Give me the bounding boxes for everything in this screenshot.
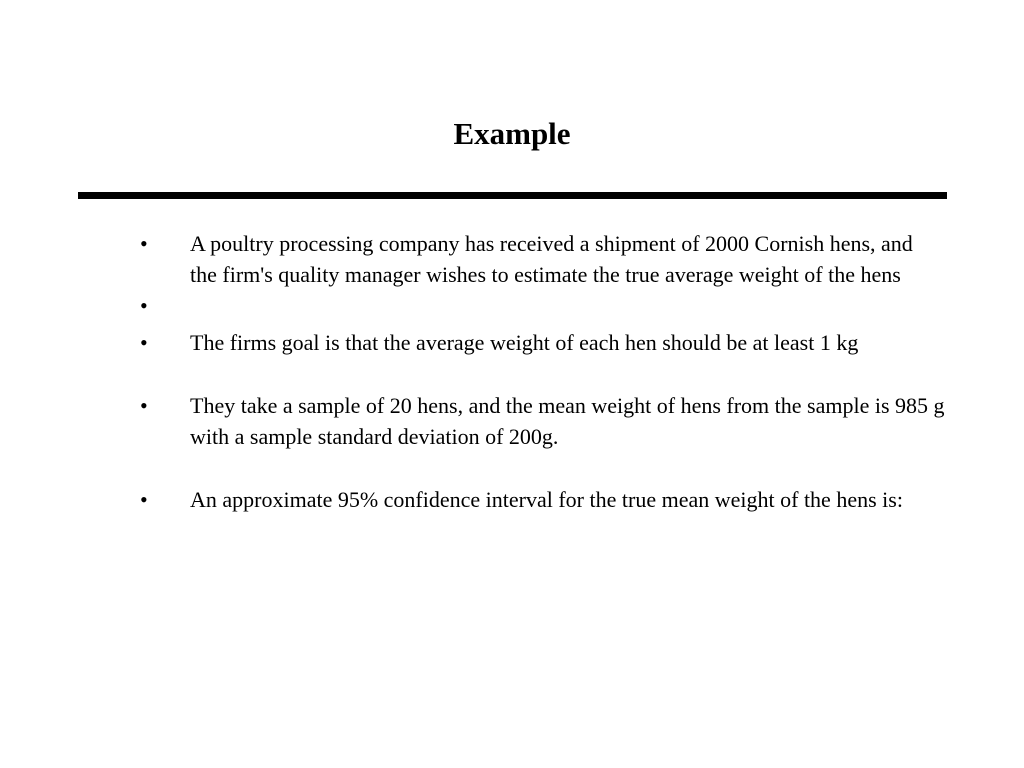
bullet-item (0, 327, 945, 358)
bullet-text: An approximate 95% confidence interval for the true mean weight of the hens is: (190, 487, 903, 512)
bullet-marker: • (140, 487, 148, 512)
bullet-item-empty (0, 290, 945, 321)
bullet-text: A poultry processing company has received a shipment of 2000 Cornish hens, and the firm's quality manager wishes to estimate the true average weight of the hens (190, 231, 913, 287)
bullet-text: The firms goal is that the average weight of each hen should be at least 1 kg (190, 330, 859, 355)
bullet-item (0, 390, 945, 452)
bullet-list (0, 228, 1024, 515)
title-divider (78, 192, 947, 199)
bullet-marker: • (140, 293, 148, 318)
bullet-text: They take a sample of 20 hens, and the mean weight of hens from the sample is 985 g with a sample standard deviation of 200g. (190, 393, 945, 449)
bullet-marker: • (140, 231, 148, 256)
bullet-marker: • (140, 393, 148, 418)
slide-title: Example (453, 116, 571, 151)
bullet-item (0, 484, 945, 515)
bullet-marker: • (140, 330, 148, 355)
bullet-item (0, 228, 945, 290)
